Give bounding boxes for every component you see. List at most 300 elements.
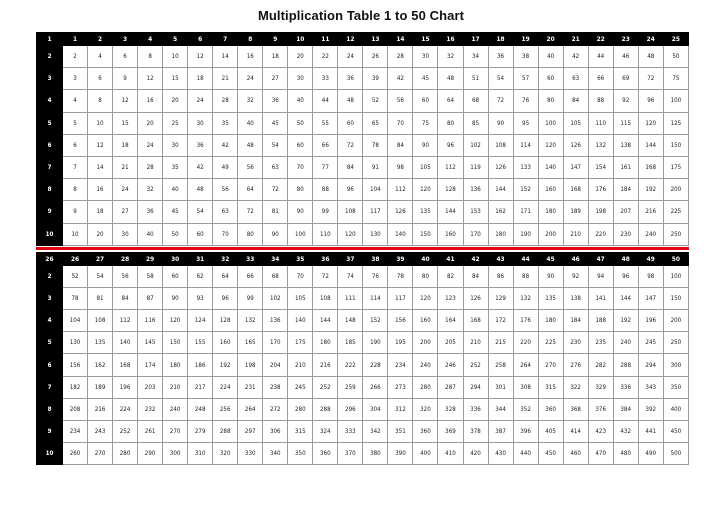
product-cell: 128	[438, 179, 463, 201]
product-cell: 280	[413, 376, 438, 398]
product-cell: 210	[563, 223, 588, 245]
product-cell: 98	[388, 156, 413, 178]
product-cell: 306	[263, 421, 288, 443]
product-cell: 66	[238, 265, 263, 287]
product-cell: 441	[638, 421, 663, 443]
product-cell: 70	[213, 223, 238, 245]
product-cell: 270	[163, 421, 188, 443]
product-cell: 170	[463, 223, 488, 245]
product-cell: 27	[263, 68, 288, 90]
product-cell: 93	[188, 287, 213, 309]
product-cell: 460	[563, 443, 588, 465]
row-header-cell: 10	[37, 223, 63, 245]
row-header-cell: 6	[37, 354, 63, 376]
product-cell: 2	[63, 46, 88, 68]
product-cell: 344	[488, 398, 513, 420]
row-header-cell: 5	[37, 112, 63, 134]
product-cell: 186	[188, 354, 213, 376]
product-cell: 132	[238, 310, 263, 332]
product-cell: 126	[563, 134, 588, 156]
product-cell: 92	[613, 90, 638, 112]
page-title: Multiplication Table 1 to 50 Chart	[257, 8, 465, 23]
product-cell: 36	[338, 68, 363, 90]
product-cell: 108	[313, 287, 338, 309]
product-cell: 175	[288, 332, 313, 354]
product-cell: 144	[438, 201, 463, 223]
product-cell: 392	[638, 398, 663, 420]
product-cell: 430	[488, 443, 513, 465]
product-cell: 60	[338, 112, 363, 134]
product-cell: 129	[488, 287, 513, 309]
product-cell: 135	[88, 332, 113, 354]
product-cell: 16	[138, 90, 163, 112]
product-cell: 230	[613, 223, 638, 245]
product-cell: 72	[263, 179, 288, 201]
product-cell: 63	[213, 201, 238, 223]
column-header-cell: 5	[163, 33, 188, 46]
product-cell: 56	[238, 156, 263, 178]
table-row	[37, 310, 689, 332]
product-cell: 279	[188, 421, 213, 443]
product-cell: 50	[288, 112, 313, 134]
product-cell: 96	[338, 179, 363, 201]
product-cell: 470	[588, 443, 613, 465]
product-cell: 16	[88, 179, 113, 201]
product-cell: 22	[313, 46, 338, 68]
column-header-cell: 42	[463, 252, 488, 265]
product-cell: 400	[413, 443, 438, 465]
product-cell: 81	[88, 287, 113, 309]
product-cell: 30	[113, 223, 138, 245]
product-cell: 95	[513, 112, 538, 134]
product-cell: 120	[538, 134, 563, 156]
product-cell: 287	[438, 376, 463, 398]
product-cell: 90	[263, 223, 288, 245]
product-cell: 110	[313, 223, 338, 245]
product-cell: 80	[238, 223, 263, 245]
product-cell: 24	[238, 68, 263, 90]
product-cell: 32	[438, 46, 463, 68]
product-cell: 60	[163, 265, 188, 287]
product-cell: 44	[588, 46, 613, 68]
product-cell: 114	[363, 287, 388, 309]
table-row	[37, 112, 689, 134]
product-cell: 144	[638, 134, 663, 156]
product-cell: 126	[463, 287, 488, 309]
product-cell: 10	[88, 112, 113, 134]
product-cell: 162	[488, 201, 513, 223]
product-cell: 352	[513, 398, 538, 420]
product-cell: 192	[213, 354, 238, 376]
column-header-cell: 3	[113, 33, 138, 46]
product-cell: 432	[613, 421, 638, 443]
product-cell: 63	[263, 156, 288, 178]
product-cell: 369	[438, 421, 463, 443]
product-cell: 85	[463, 112, 488, 134]
product-cell: 160	[438, 223, 463, 245]
column-header-cell: 37	[338, 252, 363, 265]
product-cell: 48	[638, 46, 663, 68]
product-cell: 32	[138, 179, 163, 201]
product-cell: 90	[538, 265, 563, 287]
product-cell: 224	[113, 398, 138, 420]
product-cell: 28	[213, 90, 238, 112]
product-cell: 220	[588, 223, 613, 245]
product-cell: 195	[388, 332, 413, 354]
column-header-cell: 25	[663, 33, 688, 46]
product-cell: 198	[588, 201, 613, 223]
product-cell: 40	[238, 112, 263, 134]
product-cell: 200	[663, 179, 688, 201]
product-cell: 76	[513, 90, 538, 112]
product-cell: 320	[413, 398, 438, 420]
product-cell: 100	[538, 112, 563, 134]
product-cell: 10	[63, 223, 88, 245]
product-cell: 20	[163, 90, 188, 112]
product-cell: 45	[413, 68, 438, 90]
product-cell: 126	[488, 156, 513, 178]
product-cell: 66	[313, 134, 338, 156]
product-cell: 450	[538, 443, 563, 465]
row-header-cell: 8	[37, 398, 63, 420]
product-cell: 322	[563, 376, 588, 398]
column-header-cell: 35	[288, 252, 313, 265]
product-cell: 168	[113, 354, 138, 376]
product-cell: 51	[463, 68, 488, 90]
product-cell: 57	[513, 68, 538, 90]
column-header-cell: 11	[313, 33, 338, 46]
product-cell: 120	[163, 310, 188, 332]
product-cell: 144	[488, 179, 513, 201]
product-cell: 168	[563, 179, 588, 201]
product-cell: 140	[388, 223, 413, 245]
product-cell: 110	[588, 112, 613, 134]
product-cell: 28	[138, 156, 163, 178]
product-cell: 245	[638, 332, 663, 354]
product-cell: 8	[63, 179, 88, 201]
product-cell: 336	[613, 376, 638, 398]
product-cell: 288	[313, 398, 338, 420]
product-cell: 40	[138, 223, 163, 245]
product-cell: 4	[88, 46, 113, 68]
product-cell: 120	[413, 287, 438, 309]
product-cell: 207	[613, 201, 638, 223]
product-cell: 228	[363, 354, 388, 376]
table-top	[36, 32, 689, 246]
column-header-cell: 44	[513, 252, 538, 265]
product-cell: 276	[563, 354, 588, 376]
product-cell: 222	[338, 354, 363, 376]
product-cell: 130	[363, 223, 388, 245]
product-cell: 343	[638, 376, 663, 398]
table-row	[37, 179, 689, 201]
product-cell: 54	[88, 265, 113, 287]
column-header-cell: 47	[588, 252, 613, 265]
product-cell: 156	[63, 354, 88, 376]
product-cell: 30	[413, 46, 438, 68]
column-header-cell: 20	[538, 33, 563, 46]
product-cell: 387	[488, 421, 513, 443]
product-cell: 36	[263, 90, 288, 112]
product-cell: 396	[513, 421, 538, 443]
product-cell: 69	[613, 68, 638, 90]
product-cell: 30	[288, 68, 313, 90]
product-cell: 184	[563, 310, 588, 332]
column-header-cell: 22	[588, 33, 613, 46]
product-cell: 160	[213, 332, 238, 354]
product-cell: 297	[238, 421, 263, 443]
table-row	[37, 376, 689, 398]
product-cell: 196	[638, 310, 663, 332]
product-cell: 8	[88, 90, 113, 112]
product-cell: 376	[588, 398, 613, 420]
product-cell: 9	[113, 68, 138, 90]
product-cell: 217	[188, 376, 213, 398]
product-cell: 82	[438, 265, 463, 287]
product-cell: 136	[263, 310, 288, 332]
product-cell: 88	[588, 90, 613, 112]
product-cell: 78	[63, 287, 88, 309]
product-cell: 300	[163, 443, 188, 465]
product-cell: 150	[163, 332, 188, 354]
product-cell: 360	[413, 421, 438, 443]
product-cell: 147	[638, 287, 663, 309]
header-row	[37, 33, 689, 46]
product-cell: 128	[213, 310, 238, 332]
product-cell: 156	[388, 310, 413, 332]
table-row	[37, 421, 689, 443]
product-cell: 225	[663, 201, 688, 223]
product-cell: 68	[463, 90, 488, 112]
product-cell: 99	[238, 287, 263, 309]
product-cell: 384	[613, 398, 638, 420]
product-cell: 234	[388, 354, 413, 376]
product-cell: 112	[113, 310, 138, 332]
product-cell: 48	[238, 134, 263, 156]
product-cell: 152	[363, 310, 388, 332]
product-cell: 258	[488, 354, 513, 376]
product-cell: 252	[313, 376, 338, 398]
product-cell: 150	[663, 134, 688, 156]
product-cell: 294	[638, 354, 663, 376]
product-cell: 315	[288, 421, 313, 443]
product-cell: 138	[613, 134, 638, 156]
product-cell: 480	[613, 443, 638, 465]
product-cell: 28	[388, 46, 413, 68]
product-cell: 66	[588, 68, 613, 90]
product-cell: 6	[113, 46, 138, 68]
product-cell: 180	[163, 354, 188, 376]
column-header-cell: 2	[88, 33, 113, 46]
product-cell: 40	[538, 46, 563, 68]
product-cell: 54	[263, 134, 288, 156]
product-cell: 64	[213, 265, 238, 287]
product-cell: 378	[463, 421, 488, 443]
product-cell: 180	[538, 310, 563, 332]
product-cell: 27	[113, 201, 138, 223]
product-cell: 180	[538, 201, 563, 223]
product-cell: 16	[238, 46, 263, 68]
product-cell: 108	[88, 310, 113, 332]
product-cell: 231	[238, 376, 263, 398]
product-cell: 65	[363, 112, 388, 134]
product-cell: 240	[638, 223, 663, 245]
product-cell: 160	[538, 179, 563, 201]
product-cell: 240	[613, 332, 638, 354]
product-cell: 80	[538, 90, 563, 112]
product-cell: 182	[63, 376, 88, 398]
product-cell: 120	[413, 179, 438, 201]
product-cell: 6	[88, 68, 113, 90]
column-header-cell: 30	[163, 252, 188, 265]
product-cell: 296	[338, 398, 363, 420]
product-cell: 140	[113, 332, 138, 354]
product-cell: 35	[213, 112, 238, 134]
product-cell: 60	[538, 68, 563, 90]
product-cell: 170	[263, 332, 288, 354]
product-cell: 36	[488, 46, 513, 68]
product-cell: 76	[363, 265, 388, 287]
column-header-cell: 21	[563, 33, 588, 46]
product-cell: 204	[263, 354, 288, 376]
column-header-cell: 17	[463, 33, 488, 46]
column-header-cell: 16	[438, 33, 463, 46]
product-cell: 200	[663, 310, 688, 332]
product-cell: 20	[138, 112, 163, 134]
column-header-cell: 19	[513, 33, 538, 46]
product-cell: 423	[588, 421, 613, 443]
product-cell: 168	[638, 156, 663, 178]
product-cell: 259	[338, 376, 363, 398]
product-cell: 112	[388, 179, 413, 201]
product-cell: 188	[588, 310, 613, 332]
product-cell: 400	[663, 398, 688, 420]
product-cell: 105	[413, 156, 438, 178]
product-cell: 48	[438, 68, 463, 90]
row-header-cell: 8	[37, 179, 63, 201]
product-cell: 301	[488, 376, 513, 398]
product-cell: 340	[263, 443, 288, 465]
product-cell: 72	[238, 201, 263, 223]
product-cell: 136	[463, 179, 488, 201]
product-cell: 74	[338, 265, 363, 287]
product-cell: 125	[663, 112, 688, 134]
product-cell: 256	[213, 398, 238, 420]
product-cell: 75	[413, 112, 438, 134]
table-row	[37, 156, 689, 178]
product-cell: 336	[463, 398, 488, 420]
product-cell: 33	[313, 68, 338, 90]
product-cell: 72	[313, 265, 338, 287]
product-cell: 192	[613, 310, 638, 332]
product-cell: 250	[663, 223, 688, 245]
product-cell: 56	[388, 90, 413, 112]
product-cell: 240	[413, 354, 438, 376]
product-cell: 184	[613, 179, 638, 201]
table-row	[37, 68, 689, 90]
product-cell: 248	[188, 398, 213, 420]
table-row	[37, 223, 689, 245]
product-cell: 35	[163, 156, 188, 178]
product-cell: 144	[613, 287, 638, 309]
product-cell: 32	[238, 90, 263, 112]
product-cell: 196	[113, 376, 138, 398]
product-cell: 84	[563, 90, 588, 112]
product-cell: 90	[288, 201, 313, 223]
table-row	[37, 201, 689, 223]
product-cell: 52	[363, 90, 388, 112]
product-cell: 135	[538, 287, 563, 309]
product-cell: 7	[63, 156, 88, 178]
product-cell: 102	[463, 134, 488, 156]
product-cell: 38	[513, 46, 538, 68]
product-cell: 21	[213, 68, 238, 90]
product-cell: 117	[388, 287, 413, 309]
product-cell: 98	[638, 265, 663, 287]
product-cell: 100	[663, 90, 688, 112]
product-cell: 100	[288, 223, 313, 245]
product-cell: 80	[438, 112, 463, 134]
product-cell: 450	[663, 421, 688, 443]
product-cell: 370	[338, 443, 363, 465]
row-header-cell: 9	[37, 201, 63, 223]
row-header-cell: 9	[37, 421, 63, 443]
product-cell: 190	[513, 223, 538, 245]
product-cell: 174	[138, 354, 163, 376]
product-cell: 350	[663, 376, 688, 398]
product-cell: 135	[413, 201, 438, 223]
product-cell: 12	[88, 134, 113, 156]
product-cell: 215	[488, 332, 513, 354]
product-cell: 96	[613, 265, 638, 287]
product-cell: 48	[338, 90, 363, 112]
product-cell: 64	[238, 179, 263, 201]
row-header-cell: 7	[37, 376, 63, 398]
product-cell: 18	[188, 68, 213, 90]
product-cell: 24	[113, 179, 138, 201]
product-cell: 44	[313, 90, 338, 112]
product-cell: 63	[563, 68, 588, 90]
row-header-cell: 2	[37, 46, 63, 68]
product-cell: 280	[288, 398, 313, 420]
product-cell: 50	[663, 46, 688, 68]
multiplication-chart	[36, 32, 689, 465]
product-cell: 320	[213, 443, 238, 465]
product-cell: 119	[463, 156, 488, 178]
product-cell: 58	[138, 265, 163, 287]
product-cell: 330	[238, 443, 263, 465]
row-header-cell: 4	[37, 90, 63, 112]
product-cell: 50	[163, 223, 188, 245]
column-header-cell: 50	[663, 252, 688, 265]
product-cell: 54	[188, 201, 213, 223]
product-cell: 120	[338, 223, 363, 245]
product-cell: 203	[138, 376, 163, 398]
column-header-cell: 40	[413, 252, 438, 265]
product-cell: 189	[88, 376, 113, 398]
product-cell: 351	[388, 421, 413, 443]
product-cell: 77	[313, 156, 338, 178]
product-cell: 105	[288, 287, 313, 309]
column-header-cell: 6	[188, 33, 213, 46]
product-cell: 40	[163, 179, 188, 201]
product-cell: 290	[138, 443, 163, 465]
product-cell: 117	[363, 201, 388, 223]
product-cell: 138	[563, 287, 588, 309]
column-header-cell: 38	[363, 252, 388, 265]
column-header-cell: 46	[563, 252, 588, 265]
product-cell: 72	[338, 134, 363, 156]
